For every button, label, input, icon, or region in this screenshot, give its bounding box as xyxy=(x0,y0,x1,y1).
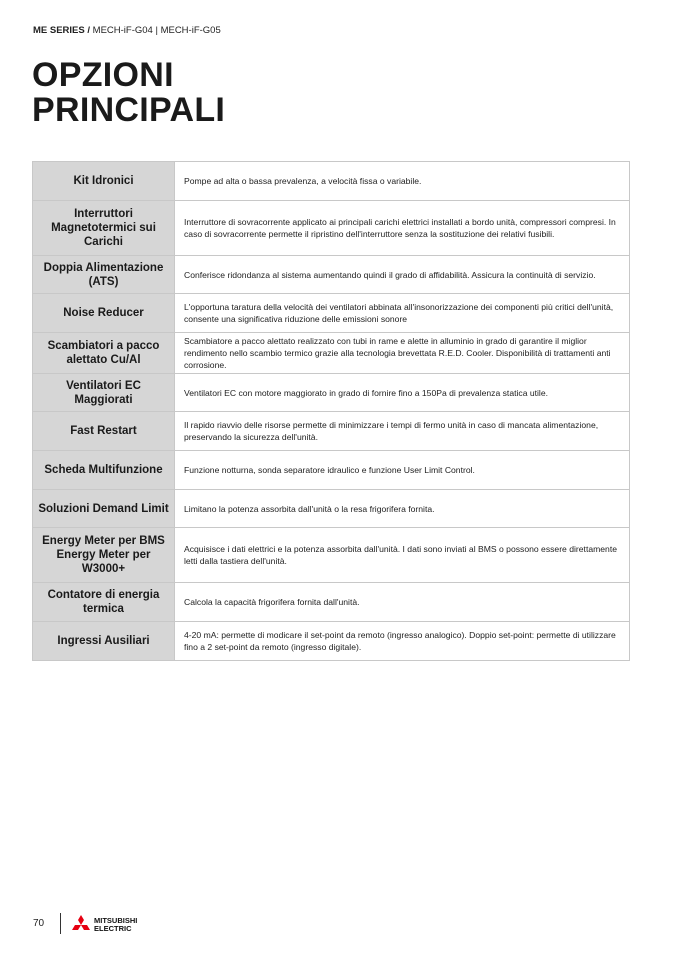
option-name: Kit Idronici xyxy=(33,162,175,201)
table-row xyxy=(33,162,630,201)
table-row xyxy=(33,490,630,528)
option-description: Calcola la capacità frigorifera fornita dall'unità. xyxy=(175,583,630,622)
option-name: Noise Reducer xyxy=(33,294,175,333)
option-description: Scambiatore a pacco alettato realizzato con tubi in rame e alette in alluminio in grado di garantire il miglior rendimento nello scambio termico grazie alla tecnologia brevettata R.E.D. Cooler. Disponibilità di trattamenti anti corrosione. xyxy=(175,333,630,374)
header-breadcrumb xyxy=(33,25,221,36)
logo-line2: ELECTRIC xyxy=(94,923,132,933)
mitsubishi-diamonds-icon xyxy=(70,915,92,934)
option-description: Ventilatori EC con motore maggiorato in grado di fornire fino a 150Pa di prevalenza statica utile. xyxy=(175,374,630,412)
option-description: Interruttore di sovracorrente applicato ai principali carichi elettrici installati a bordo unità, compressori compresi. In caso di sovracorrente permette il ripristino dell'interruttore senza la sostituzione dei relativi fusibili. xyxy=(175,201,630,256)
option-description: Funzione notturna, sonda separatore idraulico e funzione User Limit Control. xyxy=(175,451,630,490)
options-table xyxy=(32,161,630,661)
option-description: 4-20 mA: permette di modicare il set-point da remoto (ingresso analogico). Doppio set-point: permette di utilizzare fino a 2 set-point da remoto (ingresso digitale). xyxy=(175,622,630,661)
table-row xyxy=(33,201,630,256)
table-row xyxy=(33,622,630,661)
page-title xyxy=(32,58,225,128)
option-name: Soluzioni Demand Limit xyxy=(33,490,175,528)
brand-logo-text xyxy=(94,917,137,932)
table-row xyxy=(33,294,630,333)
option-description: L'opportuna taratura della velocità dei ventilatori abbinata all'insonorizzazione dei componenti più critici dell'unità, consente una significativa riduzione delle emissioni sonore xyxy=(175,294,630,333)
table-row xyxy=(33,333,630,374)
page-number: 70 xyxy=(33,918,45,929)
option-name: Scheda Multifunzione xyxy=(33,451,175,490)
option-description: Limitano la potenza assorbita dall'unità o la resa frigorifera fornita. xyxy=(175,490,630,528)
table-row xyxy=(33,256,630,294)
option-name: Ingressi Ausiliari xyxy=(33,622,175,661)
option-name: Ventilatori EC Maggiorati xyxy=(33,374,175,412)
option-name: Energy Meter per BMS Energy Meter per W3000+ xyxy=(33,528,175,583)
option-name: Doppia Alimentazione (ATS) xyxy=(33,256,175,294)
table-row xyxy=(33,412,630,451)
option-name: Contatore di energia termica xyxy=(33,583,175,622)
table-row xyxy=(33,583,630,622)
option-name: Fast Restart xyxy=(33,412,175,451)
page-title-line2: PRINCIPALI xyxy=(32,91,226,129)
header-models: MECH-iF-G04 | MECH-iF-G05 xyxy=(92,25,221,36)
option-name: Interruttori Magnetotermici sui Carichi xyxy=(33,201,175,256)
logo-line1: MITSUBISHI xyxy=(94,916,138,925)
table-row xyxy=(33,374,630,412)
table-row xyxy=(33,451,630,490)
option-description: Pompe ad alta o bassa prevalenza, a velocità fissa o variabile. xyxy=(175,162,630,201)
option-name: Scambiatori a pacco alettato Cu/Al xyxy=(33,333,175,374)
table-row xyxy=(33,528,630,583)
option-description: Il rapido riavvio delle risorse permette di minimizzare i tempi di fermo unità in caso di mancata alimentazione, preservando la sicurezza dell'unità. xyxy=(175,412,630,451)
page-title-line1: OPZIONI xyxy=(32,56,174,94)
option-description: Acquisisce i dati elettrici e la potenza assorbita dall'unità. I dati sono inviati al BMS o possono essere direttamente letti dalla tastiera dell'unità. xyxy=(175,528,630,583)
footer-divider xyxy=(60,913,61,934)
option-description: Conferisce ridondanza al sistema aumentando quindi il grado di affidabilità. Assicura la continuità di servizio. xyxy=(175,256,630,294)
header-series: ME SERIES / xyxy=(33,25,91,36)
